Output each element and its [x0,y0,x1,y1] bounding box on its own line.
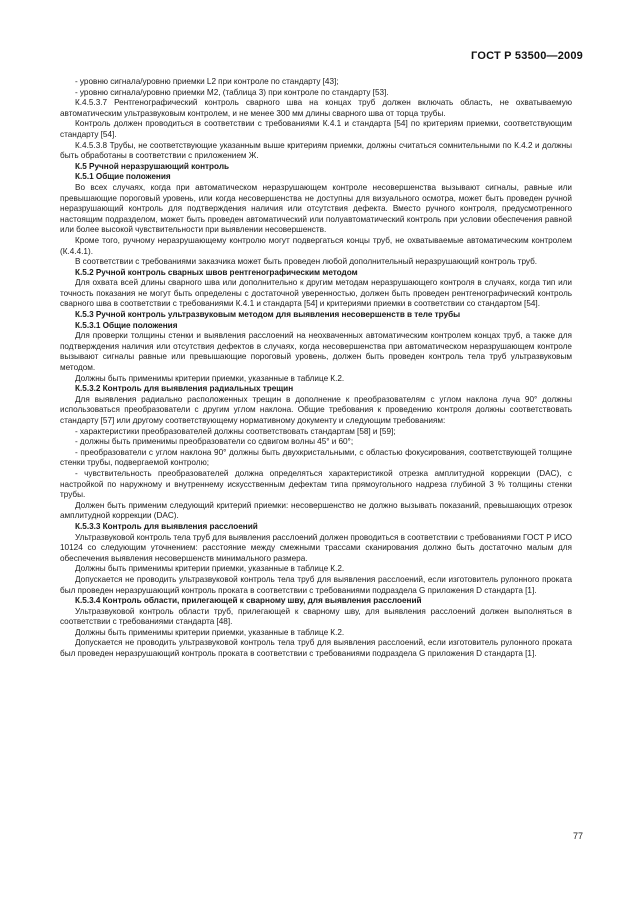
paragraph: Для выявления радиально расположенных трещин в дополнение к преобразователям с углом наклона луча 90° должны использоваться преобразователи с другим углом наклона. Общие требования к проведению контроля должны соответствовать стандарту [57] или другому соответствующему нормативному документу и следующим требованиям: [60,394,572,425]
paragraph: Должен быть применим следующий критерий приемки: несовершенство не должно вызывать показаний, превышающих отрезок амплитудной коррекции (DAC). [60,500,572,521]
paragraph: Контроль должен проводиться в соответствии с требованиями К.4.1 и стандарта [54] по критериям приемки, соответствующим стандарту [54]. [60,119,572,139]
paragraph: - характеристики преобразователей должны соответствовать стандартам [58] и [59]; [75,426,396,436]
paragraph: Кроме того, ручному неразрушающему контролю могут подвергаться концы труб, не охватываемые автоматическим контролем (К.4.4.1). [60,235,572,256]
paragraph: Для проверки толщины стенки и выявления расслоений на неохваченных автоматическим контролем концах труб, а также для подтверждения наличия или отсутствия дефектов в случаях, когда несовершенства при автоматическом неразрушающем контроле вызывают сигналы равные или превышающие пороговый уровень, должен быть проведен контроль тела труб ультразвуковым методом. [60,331,572,373]
paragraph: - уровню сигнала/уровню приемки L2 при контроле по стандарту [43]; [75,77,339,86]
paragraph: Должны быть применимы критерии приемки, указанные в таблице К.2. [75,627,345,637]
section-heading: К.5.3.3 Контроль для выявления расслоений [75,521,258,531]
paragraph: Должны быть применимы критерии приемки, указанные в таблице К.2. [75,564,345,574]
paragraph: Должны быть применимы критерии приемки, указанные в таблице К.2. [75,373,345,383]
paragraph: - уровню сигнала/уровню приемки M2, (таблица 3) при контроле по стандарту [53]. [75,87,389,97]
paragraph: Допускается не проводить ультразвуковой контроль тела труб для выявления расслоений, если изготовитель рулонного проката был проведен неразрушающий контроль проката в соответствии с требованиями подраздела G приложения D стандарта [1]. [60,574,572,595]
paragraph: Ультразвуковой контроль области труб, прилегающей к сварному шву, для выявления расслоений должен выполняться в соответствии с требованиями стандарта [48]. [60,606,572,627]
paragraph: К.4.5.3.8 Трубы, не соответствующие указанным выше критериям приемки, должны считаться сомнительными по К.4.2 и должны быть обработаны в соответствии с приложением Ж. [60,140,572,161]
paragraph: - чувствительность преобразователей должна определяться характеристикой отрезка амплитудной коррекции (DAC), с настройкой по наружному и внутреннему искусственным дефектам типа прямоугольного надреза глубиной 3 % толщины стенки трубы. [60,468,572,500]
section-heading: К.5.3.2 Контроль для выявления радиальных трещин [75,384,294,394]
paragraph: - должны быть применимы преобразователи со сдвигом волны 45° и 60°; [75,437,354,447]
paragraph: В соответствии с требованиями заказчика может быть проведен любой дополнительный неразрушающий контроль труб. [75,257,538,267]
section-heading: К.5.3.4 Контроль области, прилегающей к сварному шву, для выявления расслоений [75,596,422,606]
paragraph: К.4.5.3.7 Рентгенографический контроль сварного шва на концах труб должен включать область, не охватываемую автоматическим ультразвуковым контролем, и не менее 300 мм длины сварного шва от торца трубы. [60,98,572,118]
document-body [60,77,572,660]
paragraph: Для охвата всей длины сварного шва или дополнительно к другим методам неразрушающего контроля в случаях, когда тип или точность показания не могут быть определены с достаточной уверенностью, должен быть проведен рентгенографический контроль сварного шва в соответствии с требованиями К.4.1 и стандарта [54] и критериями приемки в соответствии со стандартом [54]. [60,278,572,309]
paragraph: Допускается не проводить ультразвуковой контроль тела труб для выявления расслоений, если изготовитель рулонного проката был проведен неразрушающий контроль проката в соответствии с требованиями подраздела G приложения D стандарта [1]. [60,638,572,659]
paragraph: - преобразователи с углом наклона 90° должны быть двухкристальными, с областью фокусирования, соответствующей толщине стенки трубы, подвергаемой контролю; [60,447,572,468]
section-heading: К.5.1 Общие положения [75,172,171,182]
standard-header: ГОСТ Р 53500—2009 [471,50,583,62]
section-heading: К.5.3 Ручной контроль ультразвуковым методом для выявления несовершенств в теле трубы [75,310,461,320]
section-heading: К.5 Ручной неразрушающий контроль [75,161,230,171]
section-heading: К.5.2 Ручной контроль сварных швов рентгенографическим методом [75,267,358,277]
paragraph: Ультразвуковой контроль тела труб для выявления расслоений должен проводиться в соответствии с требованиями ГОСТ Р ИСО 10124 со следующим уточнением: расстояние между смежными трассами сканирования должно быть достаточно малым для обеспечения выявления несовершенств минимального размера. [60,532,572,563]
paragraph: Во всех случаях, когда при автоматическом неразрушающем контроле несовершенства вызывают сигналы, равные или превышающие пороговый уровень, или когда несовершенства не доступны для визуального осмотра, может быть проведен ручной неразрушающий контроль для подтверждения наличия или отсутствия дефекта. Вместо ручного контроля, предусмотренного настоящим подразделом, может быть проведен автоматический или полуавтоматический контроль при условии обеспечения равной или более высокой чувствительности при выявлении несовершенств. [60,182,572,235]
section-heading: К.5.3.1 Общие положения [75,320,178,330]
page-number: 77 [572,831,583,841]
